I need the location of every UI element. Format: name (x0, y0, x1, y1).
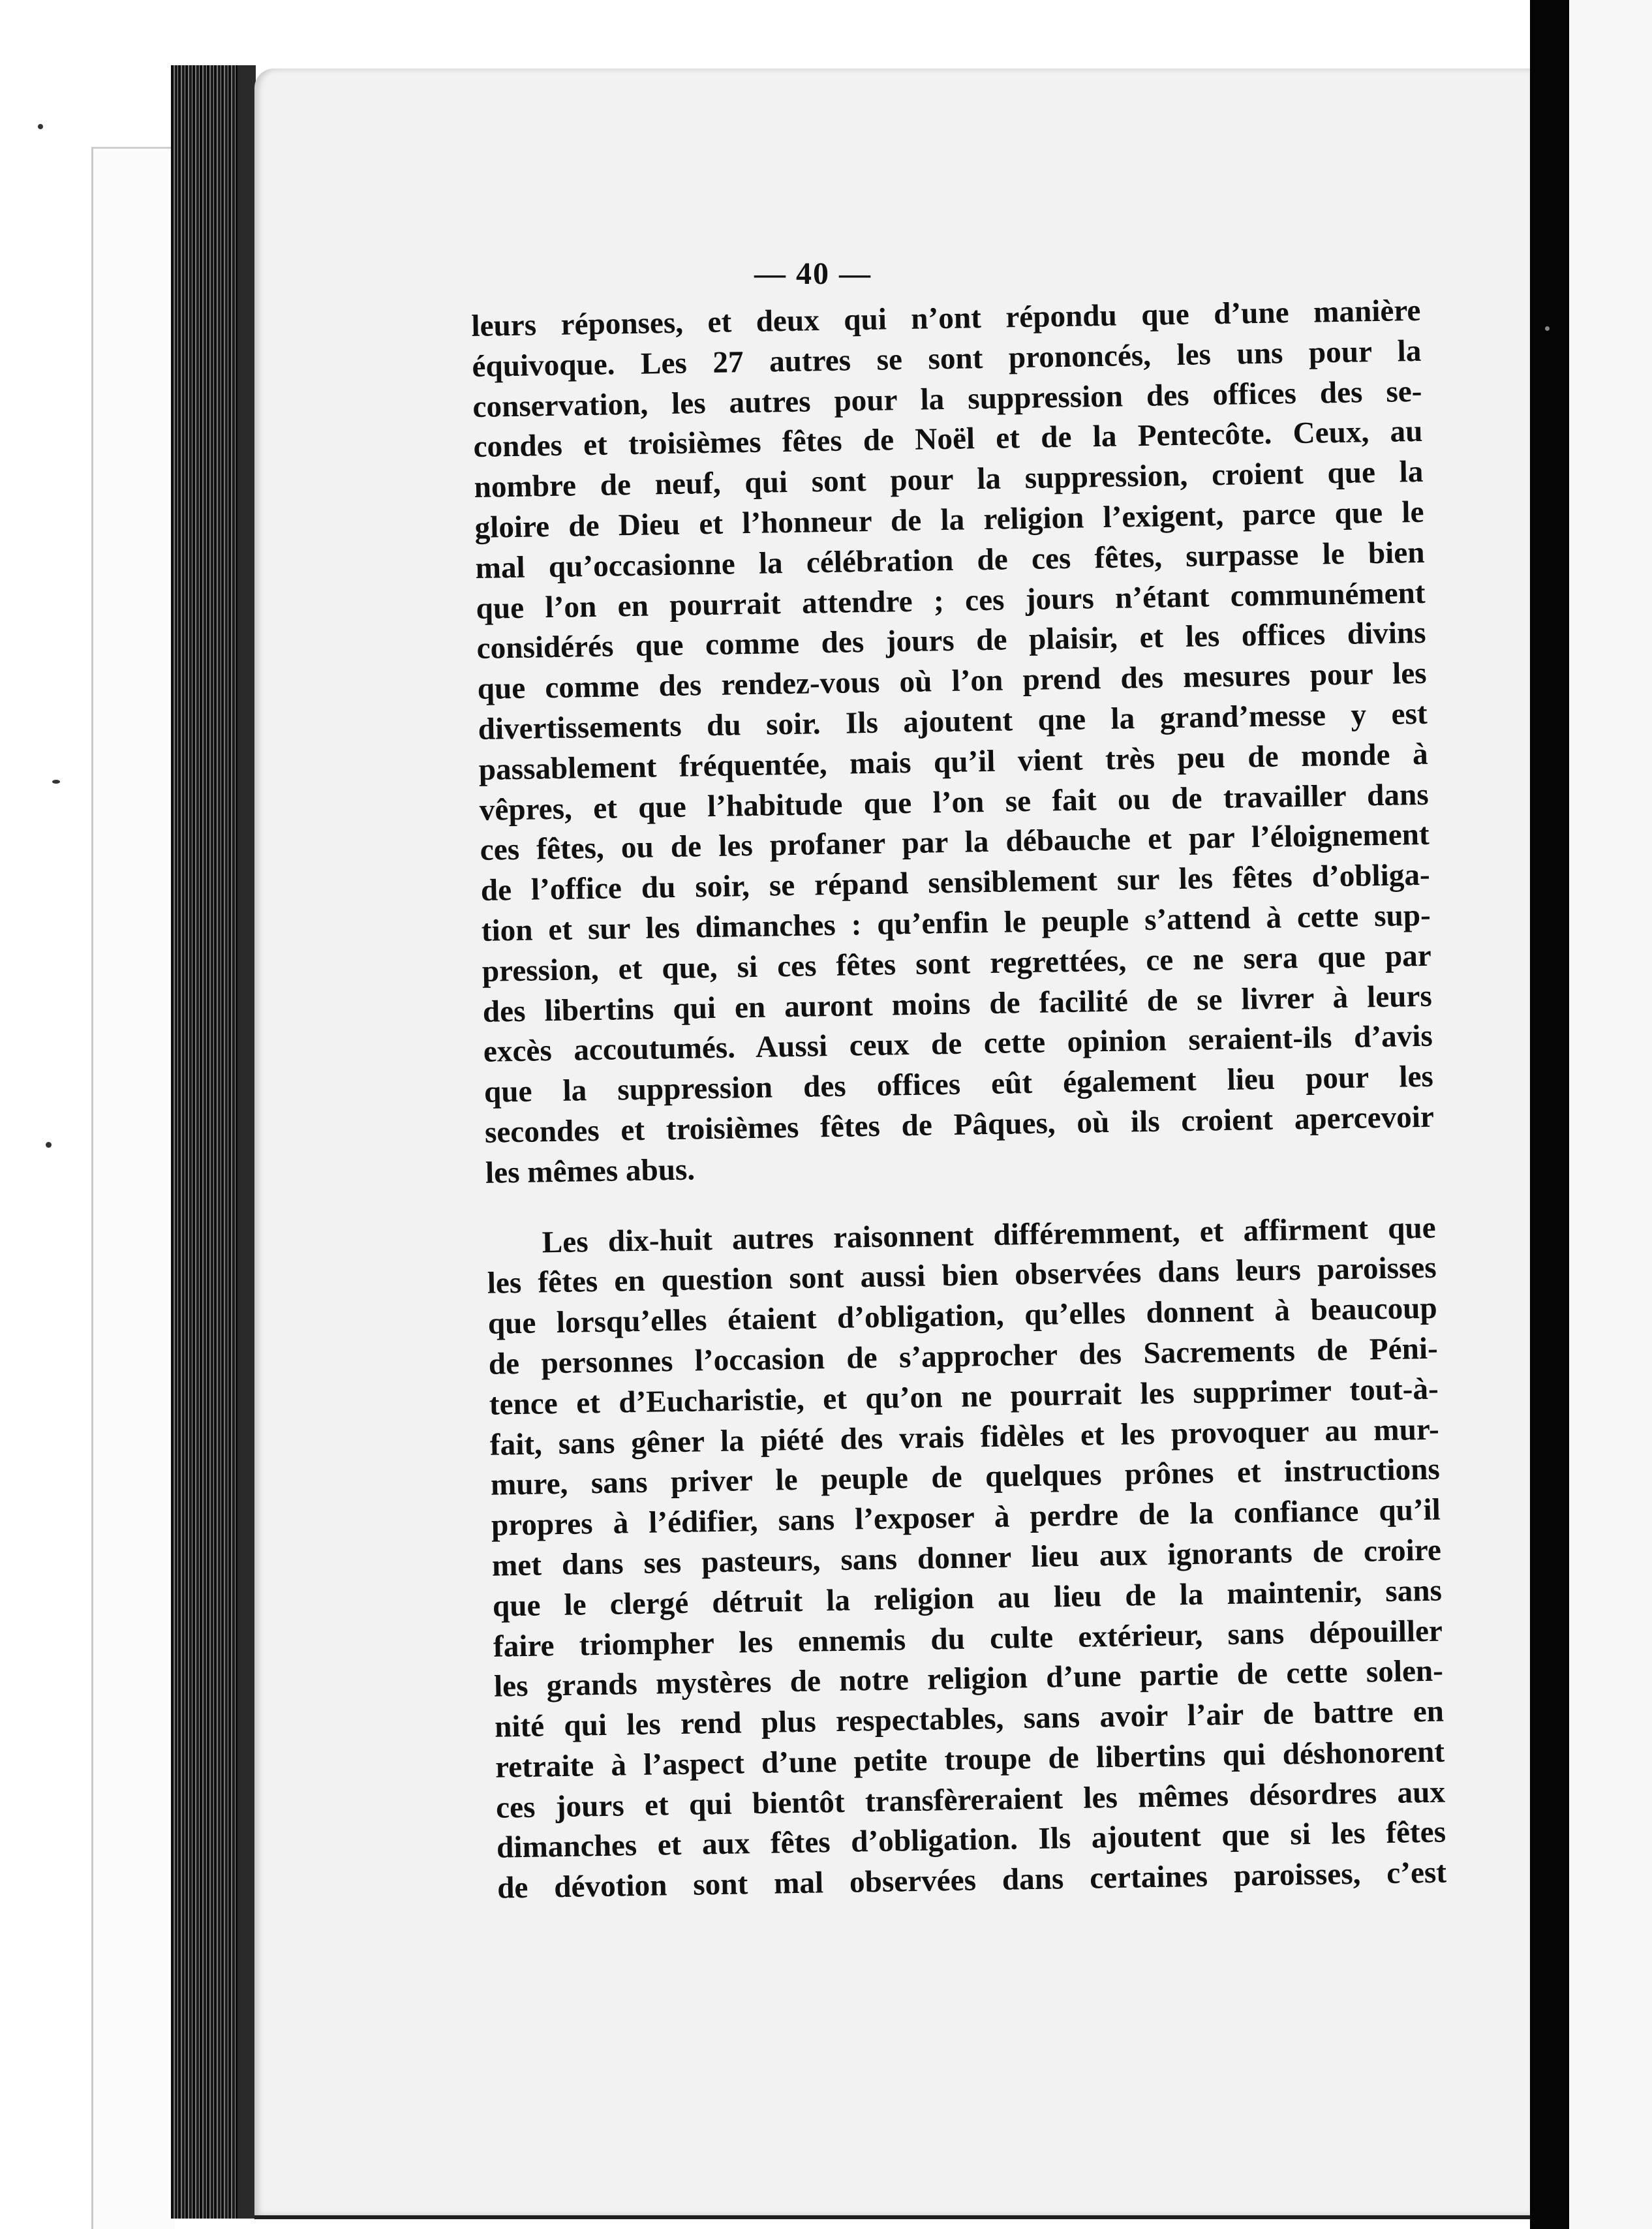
text-line: que comme des rendez-vous où l’on prend des mesures pour les (477, 656, 1427, 707)
text-line: que l’on en pourrait attendre ; ces jours n’étant communément (476, 576, 1426, 626)
text-line: Les dix-huit autres raisonnent différemment, et affirment que (542, 1210, 1437, 1259)
text-line: divertissements du soir. Ils ajoutent qne la grand’messe y est (478, 696, 1428, 746)
text-line: de personnes l’occasion de s’approcher des Sacrements de Péni- (488, 1331, 1439, 1381)
text-line: pression, et que, si ces fêtes sont regrettées, ce ne sera que par (482, 938, 1432, 989)
text-line: conservation, les autres pour la suppression des offices des se- (472, 374, 1422, 424)
text-line: considérés que comme des jours de plaisir, et les offices divins (476, 616, 1426, 666)
text-line: de dévotion sont mal observées dans certaines paroisses, c’est (497, 1855, 1447, 1905)
text-line: fait, sans gêner la piété des vrais fidèles et les provoquer au mur- (489, 1412, 1440, 1462)
text-line: les grands mystères de notre religion d’une partie de cette solen- (493, 1653, 1444, 1704)
text-line: équivoque. Les 27 autres se sont prononcés, les uns pour la (472, 333, 1422, 384)
scan-speck (38, 124, 43, 129)
text-line: propres à l’édifier, sans l’exposer à perdre de la confiance qu’il (491, 1492, 1441, 1543)
text-line: ces jours et qui bientôt transfèreraient les mêmes désordres aux (495, 1775, 1446, 1825)
text-line: met dans ses pasteurs, sans donner lieu aux ignorants de croire (491, 1533, 1442, 1583)
scanner-border (1530, 0, 1569, 2229)
text-line: faire triompher les ennemis du culte extérieur, sans dépouiller (493, 1614, 1443, 1664)
scan-speck (1545, 326, 1550, 331)
text-line: passablement fréquentée, mais qu’il vient très peu de monde à (478, 737, 1428, 787)
text-line: condes et troisièmes fêtes de Noël et de la Pentecôte. Ceux, au (473, 414, 1423, 465)
adjacent-page (1569, 0, 1652, 2229)
text-line: dimanches et aux fêtes d’obligation. Ils ajoutent que si les fêtes (496, 1815, 1446, 1866)
text-line: gloire de Dieu et l’honneur de la religion l’exigent, parce que le (474, 495, 1424, 545)
text-line: mure, sans priver le peuple de quelques prônes et instructions (490, 1452, 1441, 1503)
text-line: tence et d’Eucharistie, et qu’on ne pourrait les supprimer tout-à- (489, 1372, 1439, 1422)
text-line: nombre de neuf, qui sont pour la suppression, croient que la (474, 455, 1424, 505)
text-line: que la suppression des offices eût également lieu pour les (483, 1059, 1434, 1109)
text-line: que le clergé détruit la religion au lieu de la maintenir, sans (492, 1573, 1443, 1623)
background-sheet (91, 147, 175, 2229)
book-page-edges (171, 65, 256, 2219)
text-line: mal qu’occasionne la célébration de ces fêtes, surpasse le bien (475, 535, 1425, 585)
text-line: des libertins qui en auront moins de facilité de se livrer à leurs (482, 979, 1433, 1029)
text-line: que lorsqu’elles étaient d’obligation, qu’elles donnent à beaucoup (487, 1291, 1438, 1341)
text-line: tion et sur les dimanches : qu’enfin le peuple s’attend à cette sup- (481, 898, 1431, 948)
body-text (471, 291, 1447, 1909)
text-line: retraite à l’aspect d’une petite troupe de libertins qui déshonorent (495, 1734, 1445, 1785)
text-line: les fêtes en question sont aussi bien observées dans leurs paroisses (487, 1251, 1437, 1301)
text-line: les mêmes abus. (485, 1152, 696, 1190)
text-line: ces fêtes, ou de les profaner par la débauche et par l’éloignement (480, 818, 1430, 868)
text-line: de l’office du soir, se répand sensiblement sur les fêtes d’obliga- (480, 857, 1431, 908)
text-line: secondes et troisièmes fêtes de Pâques, où ils croient apercevoir (484, 1099, 1435, 1150)
scan-speck (46, 1142, 52, 1148)
text-line: leurs réponses, et deux qui n’ont répondu que d’une manière (471, 293, 1421, 343)
paragraph-2 (486, 1208, 1446, 1909)
page-number: — 40 — (754, 256, 872, 291)
text-line: excès accoutumés. Aussi ceux de cette opinion seraient-ils d’avis (483, 1019, 1433, 1069)
text-line: vêpres, et que l’habitude que l’on se fait ou de travailler dans (479, 777, 1430, 827)
scan-speck (52, 780, 60, 784)
paragraph-1 (471, 291, 1435, 1193)
text-line: nité qui les rend plus respectables, sans avoir l’air de battre en (494, 1694, 1445, 1744)
